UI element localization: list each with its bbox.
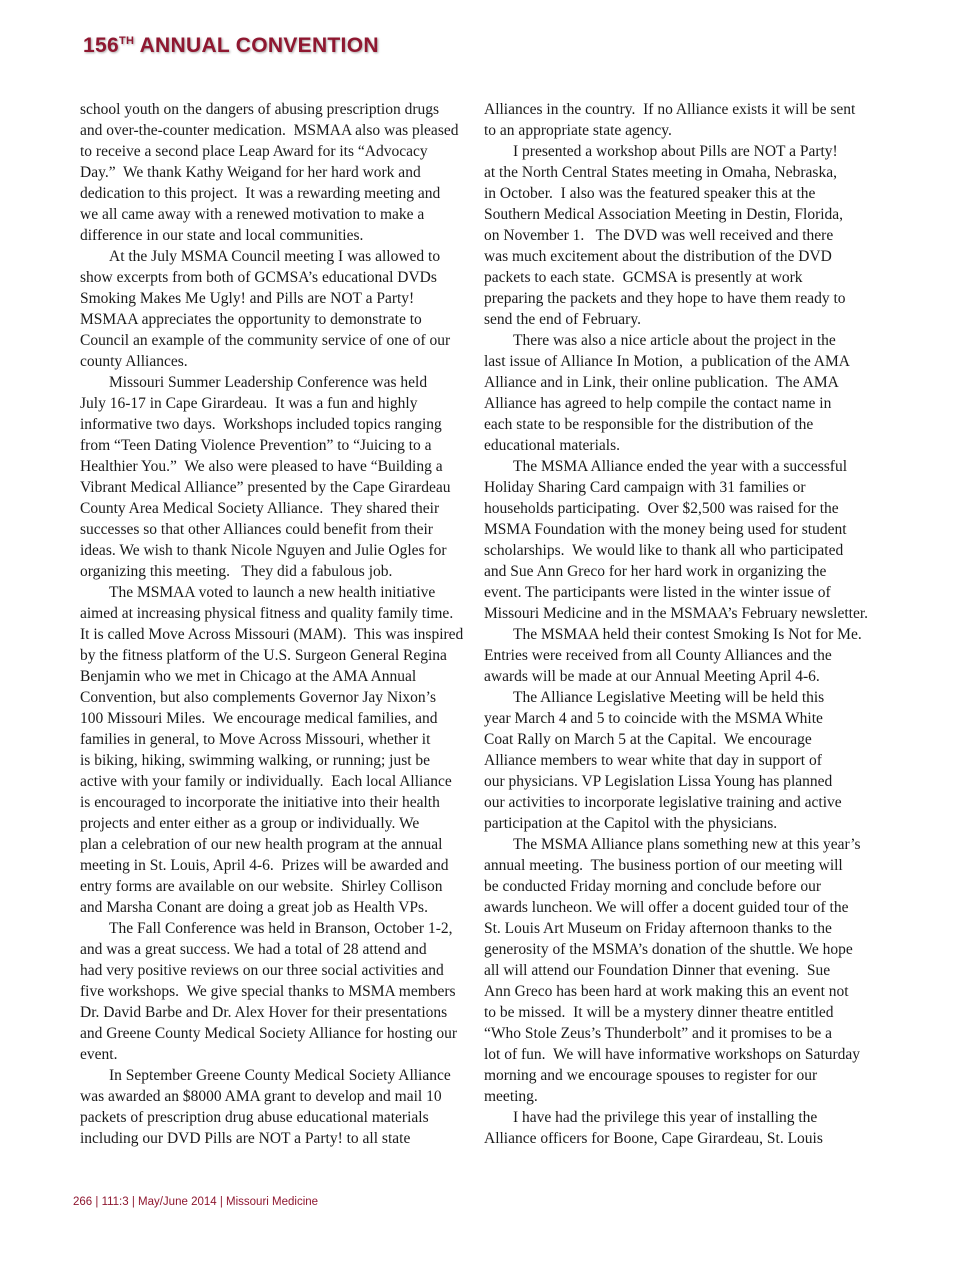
paragraph: I have had the privilege this year of installing the Alliance officers for Boone, Cape Girardeau, St. Louis xyxy=(484,1109,823,1147)
left-column xyxy=(80,99,465,1149)
paragraph: school youth on the dangers of abusing prescription drugs and over-the-counter medication. MSMAA also was pleased to receive a second place Leap Award for its “Advocacy Day.” We thank Kathy Weigand for her hard work and dedication to this project. It was a rewarding meeting and we all came away with a renewed motivation to make a difference in our state and local communities. xyxy=(80,101,459,244)
header-suffix: TH xyxy=(118,35,135,47)
header-number: 156 xyxy=(83,34,119,57)
header-title: ANNUAL CONVENTION xyxy=(139,34,379,57)
page-header xyxy=(83,34,379,58)
paragraph: Missouri Summer Leadership Conference was held July 16-17 in Cape Girardeau. It was a fun and highly informative two days. Workshops included topics ranging from “Teen Dating Violence Prevention” to “Juicing to a Healthier You.” We also were pleased to have “Building a Vibrant Medical Alliance” presented by the Cape Girardeau County Area Medical Society Alliance. They shared their successes so that other Alliances could benefit from their ideas. We wish to thank Nicole Nguyen and Julie Ogles for organizing this meeting. They did a fabulous job. xyxy=(80,374,451,580)
paragraph: At the July MSMA Council meeting I was allowed to show excerpts from both of GCMSA’s educational DVDs Smoking Makes Me Ugly! and Pills are NOT a Party! MSMAA appreciates the opportunity to demonstrate to Council an example of the community service of one of our county Alliances. xyxy=(80,248,451,370)
right-column xyxy=(484,99,869,1149)
paragraph: The MSMAA voted to launch a new health initiative aimed at increasing physical fitness and quality family time. It is called Move Across Missouri (MAM). This was inspired by the fitness platform of the U.S. Surgeon General Regina Benjamin who we met in Chicago at the AMA Annual Convention, but also complements Governor Jay Nixon’s 100 Missouri Miles. We encourage medical families, and families in general, to Move Across Missouri, whether it is biking, hiking, swimming walking, or running; just be active with your family or individually. Each local Alliance is encouraged to incorporate the initiative into their health projects and enter either as a group or individually. We plan a celebration of our new health program at the annual meeting in St. Louis, April 4-6. Prizes will be awarded and entry forms are available on our website. Shirley Collison and Marsha Conant are doing a great job as Health VPs. xyxy=(80,584,464,916)
paragraph: The Fall Conference was held in Branson, October 1-2, and was a great success. We had a total of 28 attend and had very positive reviews on our three social activities and five workshops. We give special thanks to MSMA members Dr. David Barbe and Dr. Alex Hover for their presentations and Greene County Medical Society Alliance for hosting our event. xyxy=(80,920,458,1063)
paragraph: The MSMA Alliance plans something new at this year’s annual meeting. The business portion of our meeting will be conducted Friday morning and conclude before our awards luncheon. We will offer a docent guided tour of the St. Louis Art Museum on Friday afternoon thanks to the generosity of the MSMA’s donation of the shuttle. We hope all will attend our Foundation Dinner that evening. Sue Ann Greco has been hard at work making this an event not to be missed. It will be a mystery dinner theatre entitled “Who Stole Zeus’s Thunderbolt” and it promises to be a lot of fun. We will have informative workshops on Saturday morning and we encourage spouses to register for our meeting. xyxy=(484,836,861,1105)
paragraph: The Alliance Legislative Meeting will be held this year March 4 and 5 to coincide with the MSMA White Coat Rally on March 5 at the Capital. We encourage Alliance members to wear white that day in support of our physicians. VP Legislation Lissa Young has planned our activities to incorporate legislative training and active participation at the Capitol with the physicians. xyxy=(484,689,842,832)
page-footer: 266 | 111:3 | May/June 2014 | Missouri Medicine xyxy=(73,1196,319,1208)
paragraph: There was also a nice article about the project in the last issue of Alliance In Motion, a publication of the AMA Alliance and in Link, their online publication. The AMA Alliance has agreed to help compile the contact name in each state to be responsible for the distribution of the educational materials. xyxy=(484,332,850,454)
paragraph: I presented a workshop about Pills are NOT a Party! at the North Central States meeting in Omaha, Nebraska, in October. I also was the featured speaker this at the Southern Medical Association Meeting in Destin, Florida, on November 1. The DVD was well received and there was much excitement about the distribution of the DVD packets to each state. GCMSA is presently at work preparing the packets and they hope to have them ready to send the end of February. xyxy=(484,143,846,328)
paragraph: The MSMA Alliance ended the year with a successful Holiday Sharing Card campaign with 31 families or households participating. Over $2,500 was raised for the MSMA Foundation with the money being used for student scholarships. We would like to thank all who participated and Sue Ann Greco for her hard work in organizing the event. The participants were listed in the winter issue of Missouri Medicine and in the MSMAA’s February newsletter. xyxy=(484,458,869,622)
paragraph: The MSMAA held their contest Smoking Is Not for Me. Entries were received from all County Alliances and the awards will be made at our Annual Meeting April 4-6. xyxy=(484,626,862,685)
paragraph: Alliances in the country. If no Alliance exists it will be sent to an appropriate state agency. xyxy=(484,101,856,139)
paragraph: In September Greene County Medical Society Alliance was awarded an $8000 AMA grant to develop and mail 10 packets of prescription drug abuse educational materials including our DVD Pills are NOT a Party! to all state xyxy=(80,1067,451,1147)
